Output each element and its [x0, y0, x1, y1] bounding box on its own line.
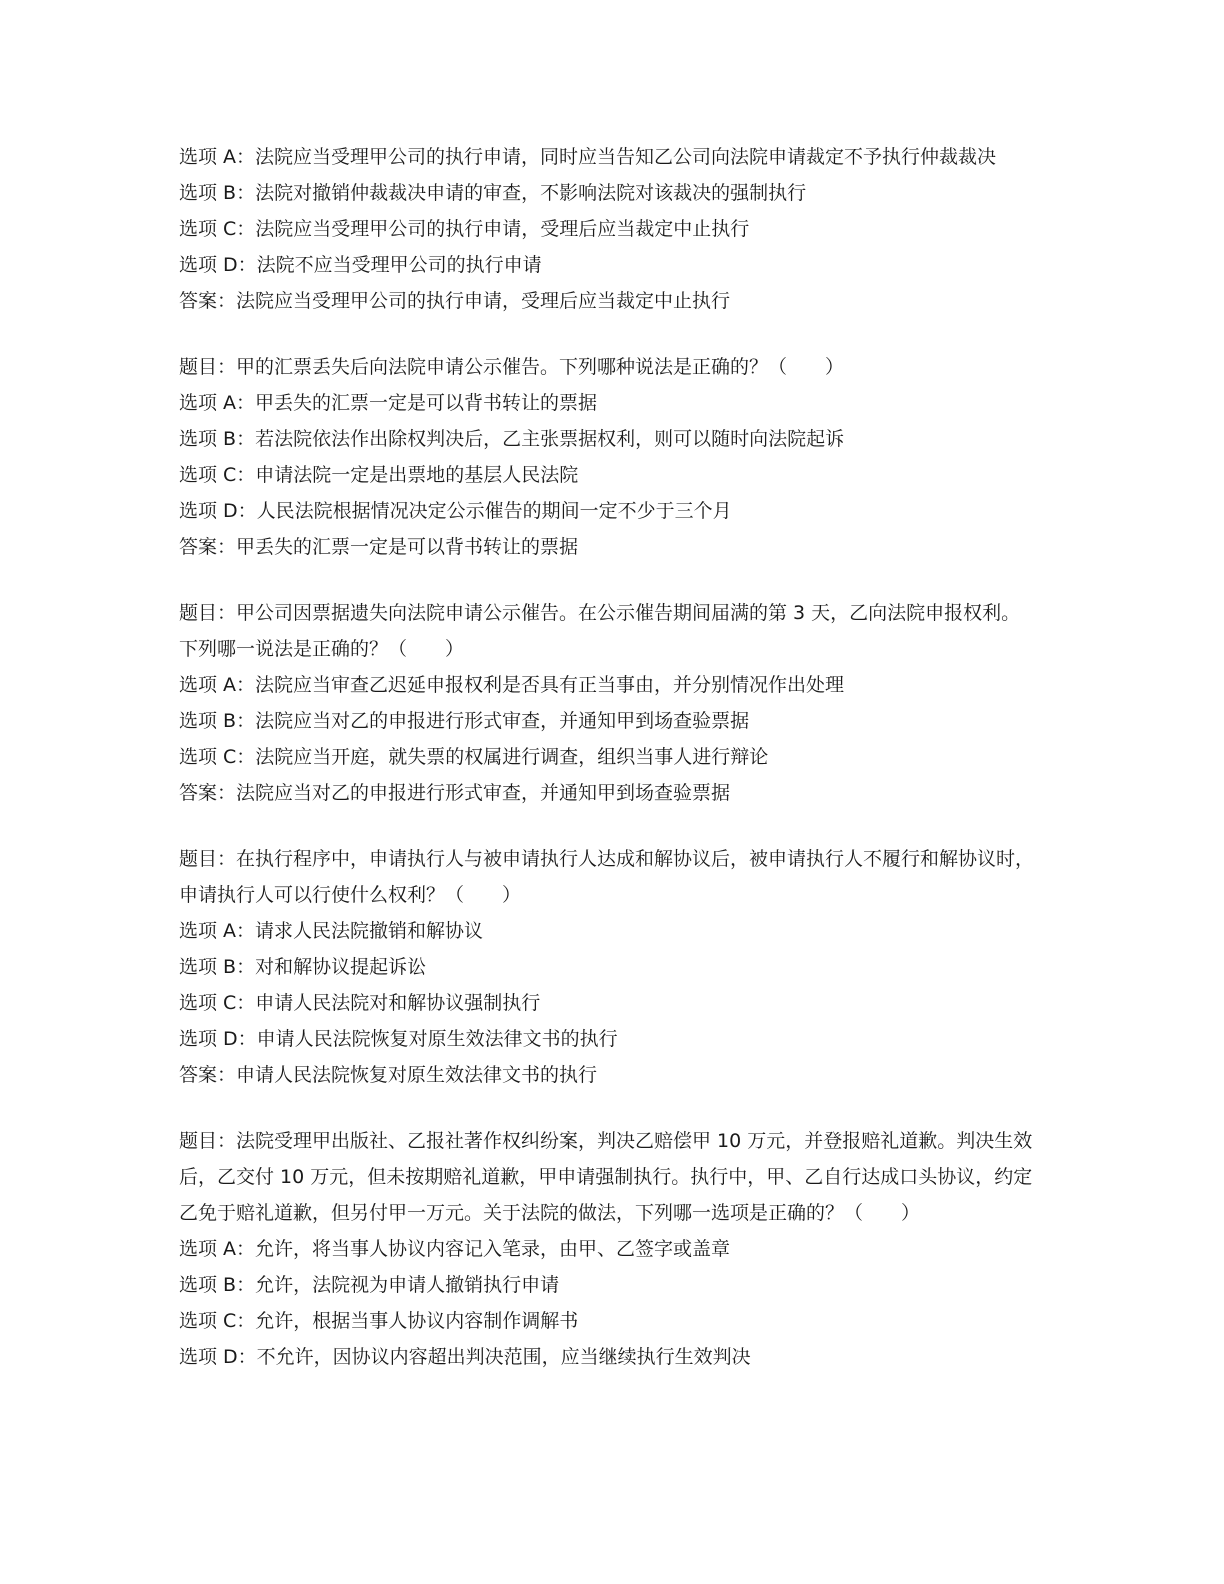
option-b: 选项 B：法院对撤销仲裁裁决申请的审查，不影响法院对该裁决的强制执行: [179, 182, 807, 204]
answer: 答案：法院应当对乙的申报进行形式审查，并通知甲到场查验票据: [179, 782, 731, 804]
answer: 答案：法院应当受理甲公司的执行申请，受理后应当裁定中止执行: [179, 290, 731, 312]
question-text: 题目：甲的汇票丢失后向法院申请公示催告。下列哪种说法是正确的？（ ）: [179, 356, 845, 378]
question-text: 题目：法院受理甲出版社、乙报社著作权纠纷案，判决乙赔偿甲 10 万元，并登报赔礼道歉。判决生效后，乙交付 10 万元，但未按期赔礼道歉，甲申请强制执行。执行中，甲、乙自行达成口头协议，约定乙免于赔礼道歉，但另付甲一万元。关于法院的做法，下列哪一选项是正确的？（ ）: [179, 1130, 1033, 1224]
option-b: 选项 B：法院应当对乙的申报进行形式审查，并通知甲到场查验票据: [179, 710, 750, 732]
option-c: 选项 C：法院应当受理甲公司的执行申请，受理后应当裁定中止执行: [179, 218, 750, 240]
option-a: 选项 A：请求人民法院撤销和解协议: [179, 920, 484, 942]
option-d: 选项 D：法院不应当受理甲公司的执行申请: [179, 254, 542, 276]
option-b: 选项 B：允许，法院视为申请人撤销执行申请: [179, 1274, 560, 1296]
option-b: 选项 B：若法院依法作出除权判决后，乙主张票据权利，则可以随时向法院起诉: [179, 428, 845, 450]
spacer: [179, 565, 1039, 595]
option-a: 选项 A：法院应当受理甲公司的执行申请，同时应当告知乙公司向法院申请裁定不予执行仲裁裁决: [179, 146, 997, 168]
option-d: 选项 D：不允许，因协议内容超出判决范围，应当继续执行生效判决: [179, 1346, 751, 1368]
option-b: 选项 B：对和解协议提起诉讼: [179, 956, 427, 978]
option-c: 选项 C：申请法院一定是出票地的基层人民法院: [179, 464, 579, 486]
document-page: [179, 139, 1039, 1375]
option-d: 选项 D：人民法院根据情况决定公示催告的期间一定不少于三个月: [179, 500, 732, 522]
option-a: 选项 A：允许，将当事人协议内容记入笔录，由甲、乙签字或盖章: [179, 1238, 731, 1260]
question-text: 题目：在执行程序中，申请执行人与被申请执行人达成和解协议后，被申请执行人不履行和解协议时，申请执行人可以行使什么权利？（ ）: [179, 848, 1035, 906]
option-a: 选项 A：法院应当审查乙迟延申报权利是否具有正当事由，并分别情况作出处理: [179, 674, 845, 696]
question-block: [179, 139, 1039, 319]
answer: 答案：甲丢失的汇票一定是可以背书转让的票据: [179, 536, 579, 558]
option-c: 选项 C：申请人民法院对和解协议强制执行: [179, 992, 541, 1014]
question-block: [179, 595, 1039, 811]
option-a: 选项 A：甲丢失的汇票一定是可以背书转让的票据: [179, 392, 598, 414]
answer: 答案：申请人民法院恢复对原生效法律文书的执行: [179, 1064, 598, 1086]
spacer: [179, 319, 1039, 349]
spacer: [179, 1093, 1039, 1123]
question-block: [179, 1123, 1039, 1375]
option-d: 选项 D：申请人民法院恢复对原生效法律文书的执行: [179, 1028, 618, 1050]
question-block: [179, 349, 1039, 565]
option-c: 选项 C：允许，根据当事人协议内容制作调解书: [179, 1310, 579, 1332]
question-text: 题目：甲公司因票据遗失向法院申请公示催告。在公示催告期间届满的第 3 天，乙向法院申报权利。下列哪一说法是正确的？（ ）: [179, 602, 1021, 660]
spacer: [179, 811, 1039, 841]
question-block: [179, 841, 1039, 1093]
option-c: 选项 C：法院应当开庭，就失票的权属进行调查，组织当事人进行辩论: [179, 746, 769, 768]
